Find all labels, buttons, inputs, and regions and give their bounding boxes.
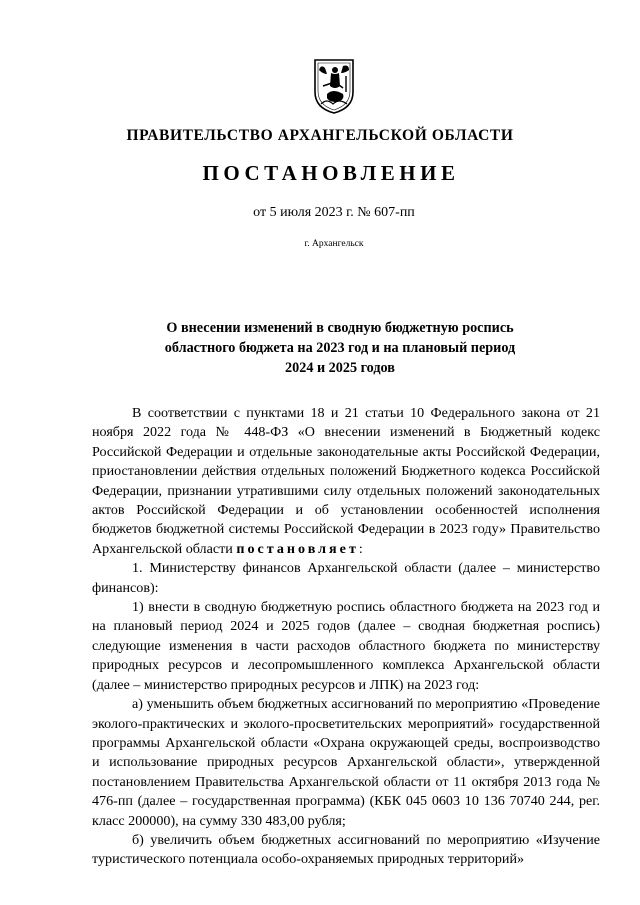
- government-name: ПРАВИТЕЛЬСТВО АРХАНГЕЛЬСКОЙ ОБЛАСТИ: [126, 127, 514, 144]
- document-type: ПОСТАНОВЛЕНИЕ: [202, 161, 460, 185]
- title-line: О внесении изменений в сводную бюджетную роспись: [166, 320, 514, 336]
- document-body: [92, 404, 600, 870]
- resolves-keyword: постановляет: [236, 540, 359, 557]
- document-title: [120, 318, 560, 378]
- paragraph: 1. Министерству финансов Архангельской области (далее – министерство финансов):: [92, 560, 600, 596]
- paragraph-text: :: [358, 540, 363, 557]
- title-line: областного бюджета на 2023 год и на плановый период: [164, 340, 516, 356]
- paragraph: [92, 404, 600, 559]
- paragraph: б) увеличить объем бюджетных ассигнований по мероприятию «Изучение туристического потенциала особо-охраняемых природных территорий»: [92, 831, 600, 868]
- paragraph: 1) внести в сводную бюджетную роспись областного бюджета на 2023 год и на плановый период 2024 и 2025 годов (далее – сводная бюджетная роспись) следующие изменения в части расходов областного бюджета по министерству природных ресурсов и лесопромышленного комплекса Архангельской области (далее – министерство природных ресурсов и ЛПК) на 2023 год:: [92, 599, 600, 693]
- document-city: г. Архангельск: [304, 239, 364, 249]
- paragraph: а) уменьшить объем бюджетных ассигнований по мероприятию «Проведение эколого-практических и эколого-просветительских мероприятий» государственной программы Архангельской области «Охрана окружающей среды, воспроизводство и использование природных ресурсов Архангельской области», утвержденной постановлением Правительства Архангельской области от 11 октября 2013 года № 476-пп (далее – государственная программа) (КБК 045 0603 10 136 70740 244, рег. класс 200000), на сумму 330 483,00 рубля;: [92, 696, 600, 829]
- paragraph-text: В соответствии с пунктами 18 и 21 статьи 10 Федерального закона от 21 ноября 2022 года № 448-ФЗ «О внесении изменений в Бюджетный кодекс Российской Федерации и отдельные законодательные акты Российской Федерации, приостановлении действия отдельных положений Бюджетного кодекса Российской Федерации, признании утратившими силу отдельных положений законодательных актов Российской Федерации и об установлении особенностей исполнения бюджетов бюджетной системы Российской Федерации в 2023 году» Правительство Архангельской области: [92, 405, 600, 557]
- coat-of-arms-icon: [313, 58, 355, 114]
- title-line: 2024 и 2025 годов: [285, 360, 395, 376]
- document-date-number: от 5 июля 2023 г. № 607-пп: [253, 205, 415, 220]
